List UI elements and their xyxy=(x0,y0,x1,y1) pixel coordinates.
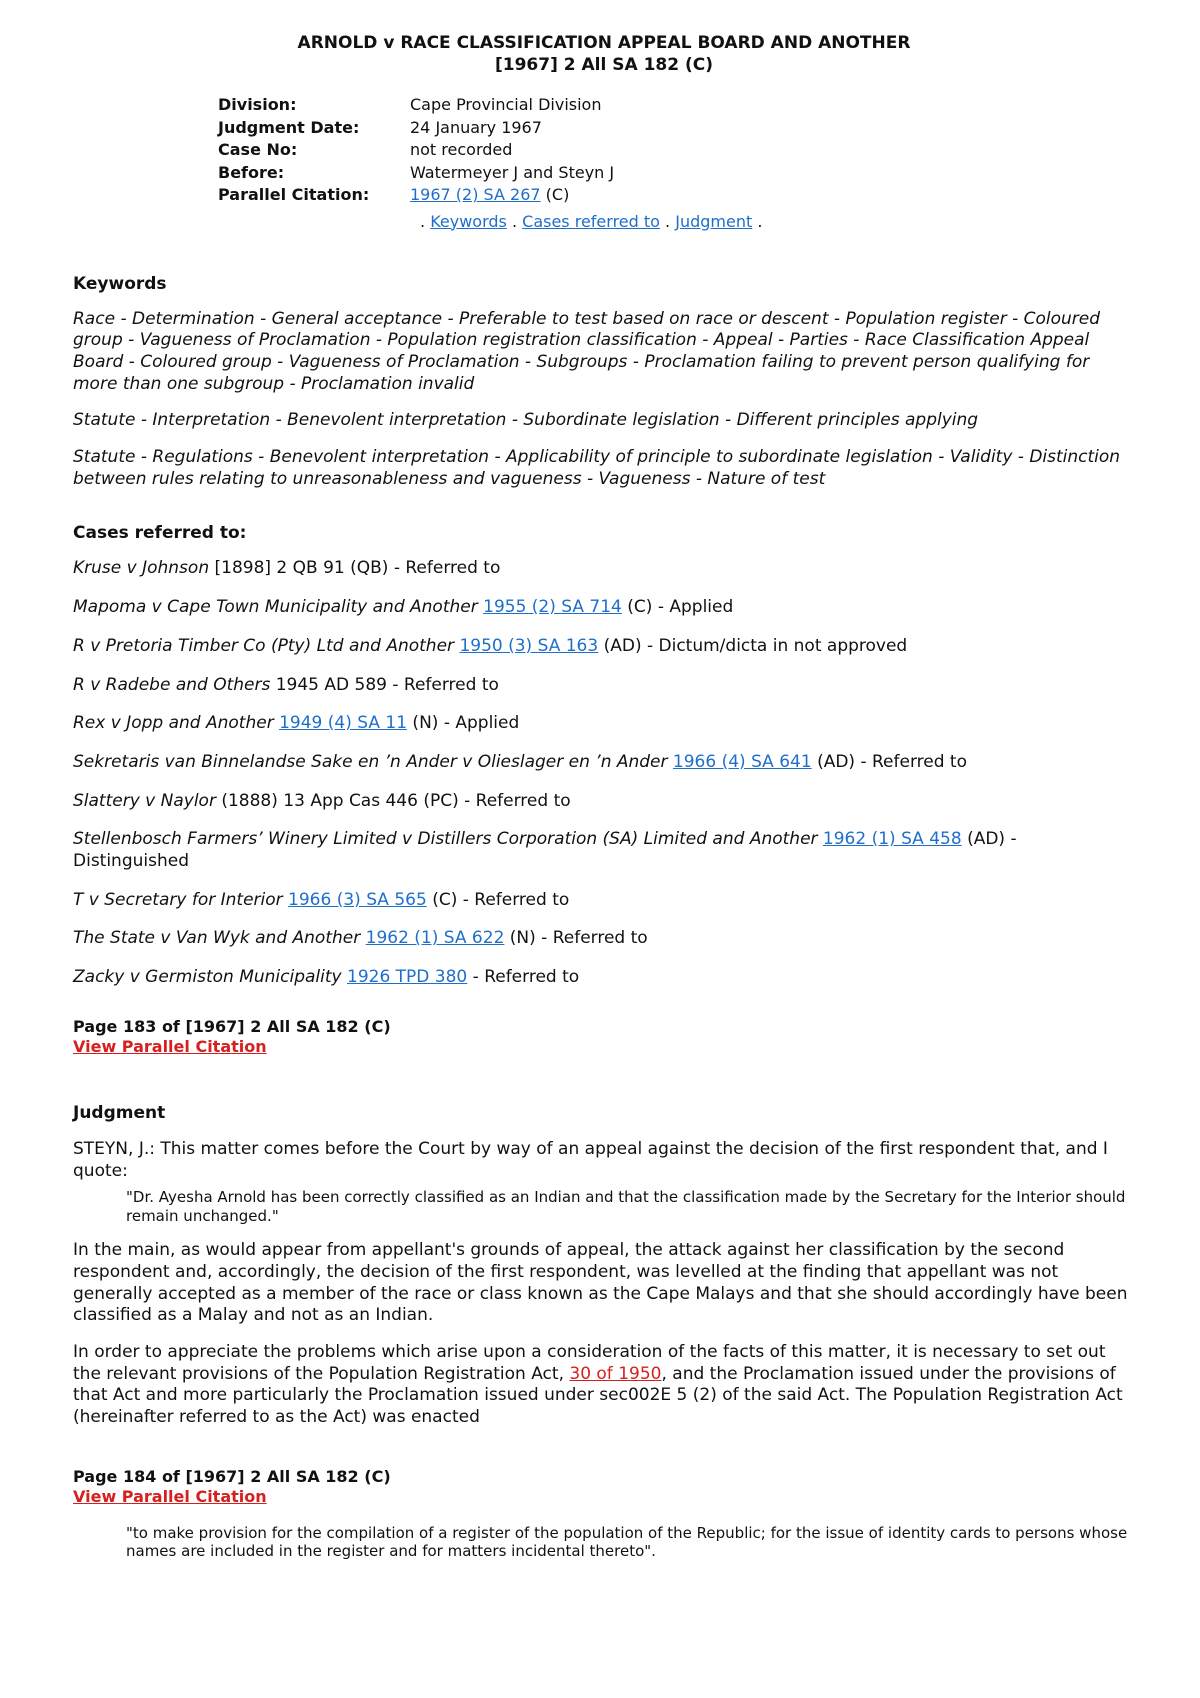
case-name: Slattery v Naylor xyxy=(73,790,216,811)
case-name: Sekretaris van Binnelandse Sake en ’n Ander v Olieslager en ’n Ander xyxy=(73,751,668,772)
nav-separator: . xyxy=(511,211,518,231)
keywords-paragraph-2: Statute - Interpretation - Benevolent interpretation - Subordinate legislation - Different principles applying xyxy=(73,410,979,431)
case-item xyxy=(73,558,1135,580)
case-treatment: (AD) - Dictum/dicta in not approved xyxy=(598,635,908,656)
judgment-heading: Judgment xyxy=(73,1102,166,1123)
case-treatment: (AD) - Referred to xyxy=(811,751,967,772)
case-item xyxy=(73,791,1135,813)
case-citation-link[interactable]: 1962 (1) SA 622 xyxy=(365,928,505,949)
case-treatment: (AD) - Distinguished xyxy=(73,829,1017,872)
page-number-label: Page 183 of [1967] 2 All SA 182 (C) xyxy=(73,1016,391,1036)
page-184-marker xyxy=(73,1467,1135,1508)
page-183-marker xyxy=(73,1017,1135,1058)
parallel-citation-link[interactable]: 1967 (2) SA 267 xyxy=(410,185,541,204)
document-title xyxy=(73,32,1135,76)
case-item xyxy=(73,597,1135,619)
meta-row-before xyxy=(218,162,614,185)
case-name: Mapoma v Cape Town Municipality and Another xyxy=(73,597,478,618)
case-name: R v Radebe and Others xyxy=(73,674,271,695)
case-name: Stellenbosch Farmers’ Winery Limited v Distillers Corporation (SA) Limited and Another xyxy=(73,829,818,850)
parallel-citation-suffix: (C) xyxy=(540,185,570,204)
judgment-paragraph-3 xyxy=(73,1342,1135,1429)
meta-row-date xyxy=(218,117,614,140)
cases-list xyxy=(73,558,1135,988)
case-item xyxy=(73,890,1135,912)
case-item xyxy=(73,829,1135,872)
judgment-quote-2: "to make provision for the compilation of a register of the population of the Republic; for the issue of identity cards to persons whose names are included in the register and for matters incidental thereto". xyxy=(126,1523,1128,1561)
case-detail: [1898] 2 QB 91 (QB) - Referred to xyxy=(209,558,501,579)
meta-row-division xyxy=(218,94,614,117)
nav-link-judgment[interactable]: Judgment xyxy=(675,211,753,231)
division-label: Division: xyxy=(218,95,297,114)
section-nav xyxy=(420,211,1135,233)
keywords-paragraph-1: Race - Determination - General acceptance - Preferable to test based on race or descent - Population register - Coloured group - Vagueness of Proclamation - Population registration classification - Appeal - Parties - Race Classification Appeal Board - Coloured group - Vagueness of Proclamation - Subgroups - Proclamation failing to prevent person qualifying for more than one subgroup - Proclamation invalid xyxy=(73,308,1101,394)
act-citation-link[interactable]: 30 of 1950 xyxy=(569,1363,662,1384)
case-no-label: Case No: xyxy=(218,140,298,159)
case-citation-link[interactable]: 1955 (2) SA 714 xyxy=(483,597,622,618)
case-citation-link[interactable]: 1966 (3) SA 565 xyxy=(288,889,427,910)
page-number-label: Page 184 of [1967] 2 All SA 182 (C) xyxy=(73,1466,391,1486)
judgment-date-value: 24 January 1967 xyxy=(410,117,542,137)
case-name: Kruse v Johnson xyxy=(73,558,210,579)
case-treatment: (C) - Referred to xyxy=(426,889,570,910)
meta-row-caseno xyxy=(218,139,614,162)
parallel-citation-label: Parallel Citation: xyxy=(218,185,370,204)
division-value: Cape Provincial Division xyxy=(410,95,602,114)
nav-link-keywords[interactable]: Keywords xyxy=(430,211,507,231)
case-treatment: (N) - Applied xyxy=(407,713,520,734)
case-citation-link[interactable]: 1949 (4) SA 11 xyxy=(279,713,408,734)
nav-link-cases[interactable]: Cases referred to xyxy=(522,211,660,231)
case-treatment: (N) - Referred to xyxy=(504,928,648,949)
case-item xyxy=(73,928,1135,950)
case-detail: (1888) 13 App Cas 446 (PC) - Referred to xyxy=(215,790,571,811)
judgment-p3-text-a: In order to appreciate the problems which arise upon a consideration of the facts of this matter, it is necessary to set out the relevant provisions of the Population Registration Act, xyxy=(73,1342,1106,1384)
case-citation-link[interactable]: 1926 TPD 380 xyxy=(347,967,468,988)
case-citation-link[interactable]: 1962 (1) SA 458 xyxy=(822,829,962,850)
case-name: The State v Van Wyk and Another xyxy=(73,928,361,949)
judgment-p3-text-b: , and the Proclamation issued under the provisions of that Act and more particularly the Proclamation issued under sec002E 5 (2) of the said Act. The Population Registration Act (hereinafter referred to as the Act) was enacted xyxy=(73,1363,1123,1428)
nav-separator: . xyxy=(665,211,671,231)
parallel-citation-value xyxy=(410,184,614,207)
judgment-paragraph-2: In the main, as would appear from appellant's grounds of appeal, the attack against her classification by the second respondent and, accordingly, the decision of the first respondent, was levelled at the finding that appellant was not generally accepted as a member of the race or class known as the Cape Malays and that she should accordingly have been classified as a Malay and not as an Indian. xyxy=(73,1240,1128,1326)
case-name: T v Secretary for Interior xyxy=(73,889,283,910)
case-name: Rex v Jopp and Another xyxy=(73,713,274,734)
case-item xyxy=(73,752,1135,774)
case-treatment: (C) - Applied xyxy=(621,597,734,618)
view-parallel-citation-link[interactable]: View Parallel Citation xyxy=(73,1037,267,1057)
case-item xyxy=(73,713,1135,735)
case-detail: 1945 AD 589 - Referred to xyxy=(270,674,499,695)
meta-row-parallel xyxy=(218,184,614,207)
case-item xyxy=(73,967,1135,989)
case-no-value: not recorded xyxy=(410,140,513,159)
before-label: Before: xyxy=(218,162,285,182)
keywords-paragraph-3: Statute - Regulations - Benevolent interpretation - Applicability of principle to subordinate legislation - Validity - Distinction between rules relating to unreasonableness and vagueness - Vagueness - Nature of test xyxy=(73,447,1121,489)
case-title: ARNOLD v RACE CLASSIFICATION APPEAL BOARD AND ANOTHER xyxy=(297,33,911,53)
case-item xyxy=(73,636,1135,658)
case-treatment: - Referred to xyxy=(467,967,580,988)
judgment-date-label: Judgment Date: xyxy=(218,117,360,137)
nav-separator: . xyxy=(420,211,426,231)
case-citation-link[interactable]: 1950 (3) SA 163 xyxy=(459,635,599,656)
case-name: Zacky v Germiston Municipality xyxy=(73,967,342,988)
before-value: Watermeyer J and Steyn J xyxy=(410,162,615,182)
case-citation: [1967] 2 All SA 182 (C) xyxy=(495,55,713,75)
judgment-paragraph-1: STEYN, J.: This matter comes before the Court by way of an appeal against the decision of the first respondent that, and I quote: xyxy=(73,1138,1108,1181)
view-parallel-citation-link[interactable]: View Parallel Citation xyxy=(73,1487,267,1507)
case-name: R v Pretoria Timber Co (Pty) Ltd and Another xyxy=(73,635,455,656)
case-item xyxy=(73,675,1135,697)
keywords-heading: Keywords xyxy=(73,273,167,294)
case-metadata-table xyxy=(218,94,614,207)
judgment-quote-1: "Dr. Ayesha Arnold has been correctly classified as an Indian and that the classification made by the Secretary for the Interior should remain unchanged." xyxy=(126,1188,1126,1225)
cases-heading: Cases referred to: xyxy=(73,523,247,544)
document-page xyxy=(73,32,1135,1561)
nav-separator: . xyxy=(757,211,763,231)
case-citation-link[interactable]: 1966 (4) SA 641 xyxy=(672,751,812,772)
